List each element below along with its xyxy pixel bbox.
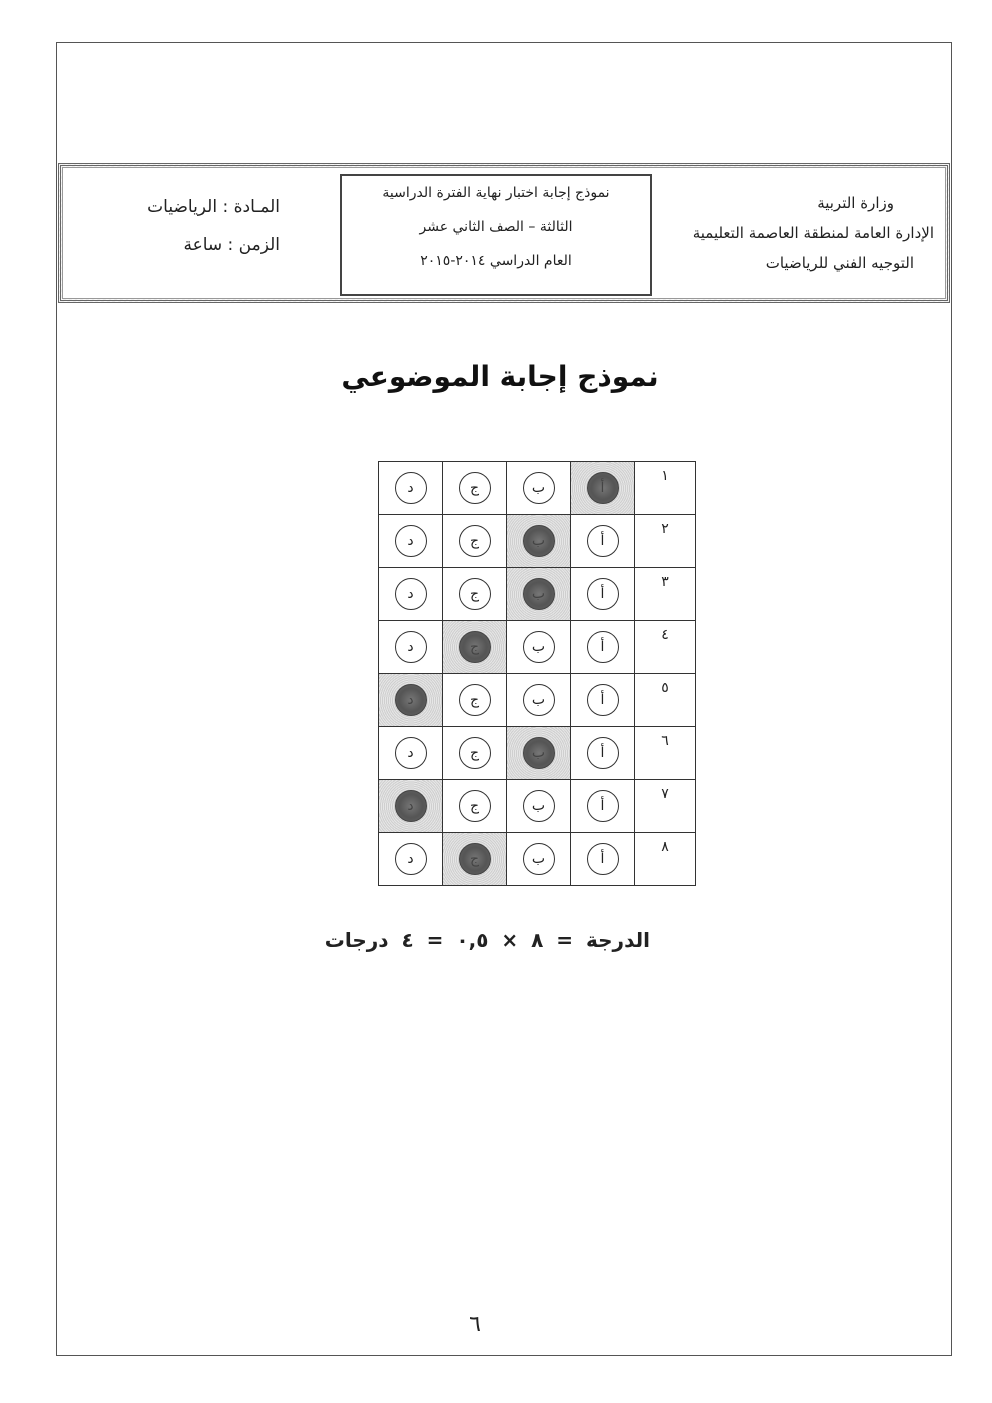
answer-cell bbox=[507, 780, 571, 833]
answer-cell bbox=[571, 568, 635, 621]
question-number: ٥ bbox=[635, 674, 696, 727]
answer-bubble[interactable]: أ bbox=[587, 790, 619, 822]
answer-bubble-selected[interactable]: ج bbox=[459, 843, 491, 875]
score-line: الدرجة = ٨ × ٠,٥ = ٤ درجات bbox=[324, 928, 650, 952]
page-number: ٦ bbox=[469, 1312, 481, 1337]
question-number: ٧ bbox=[635, 780, 696, 833]
answer-cell bbox=[443, 727, 507, 780]
answer-cell bbox=[443, 621, 507, 674]
answer-bubble[interactable]: ج bbox=[459, 472, 491, 504]
answer-bubble[interactable]: ج bbox=[459, 578, 491, 610]
answer-bubble-selected[interactable]: أ bbox=[587, 472, 619, 504]
question-number: ٤ bbox=[635, 621, 696, 674]
answer-bubble[interactable]: أ bbox=[587, 578, 619, 610]
answer-row bbox=[379, 727, 696, 780]
answer-bubble[interactable]: أ bbox=[587, 631, 619, 663]
answer-bubble-selected[interactable]: د bbox=[395, 790, 427, 822]
exam-title: نموذج إجابة اختبار نهاية الفترة الدراسية bbox=[382, 185, 610, 201]
answer-bubble[interactable]: ب bbox=[523, 684, 555, 716]
answer-cell bbox=[507, 568, 571, 621]
department-name: الإدارة العامة لمنطقة العاصمة التعليمية bbox=[692, 224, 934, 242]
answer-row bbox=[379, 674, 696, 727]
answer-bubble[interactable]: ج bbox=[459, 790, 491, 822]
answer-cell bbox=[571, 727, 635, 780]
answer-cell bbox=[379, 833, 443, 886]
time-label: الزمن : ساعة bbox=[183, 235, 280, 255]
answer-bubble[interactable]: د bbox=[395, 631, 427, 663]
answer-cell bbox=[443, 674, 507, 727]
answer-bubble[interactable]: د bbox=[395, 578, 427, 610]
exam-grade: الثالثة – الصف الثاني عشر bbox=[419, 219, 573, 235]
subject-label: المـادة : الرياضيات bbox=[147, 197, 280, 217]
question-number: ٢ bbox=[635, 515, 696, 568]
answer-bubble[interactable]: د bbox=[395, 525, 427, 557]
answer-row bbox=[379, 621, 696, 674]
page-title: نموذج إجابة الموضوعي bbox=[341, 360, 659, 393]
answer-cell bbox=[571, 780, 635, 833]
answer-row bbox=[379, 568, 696, 621]
answer-bubble-selected[interactable]: ب bbox=[523, 737, 555, 769]
answer-cell bbox=[379, 780, 443, 833]
answer-row bbox=[379, 833, 696, 886]
exam-year: العام الدراسي ٢٠١٤-٢٠١٥ bbox=[420, 253, 572, 269]
answer-cell bbox=[571, 621, 635, 674]
answer-bubble[interactable]: أ bbox=[587, 684, 619, 716]
question-number: ٣ bbox=[635, 568, 696, 621]
answer-bubble[interactable]: د bbox=[395, 737, 427, 769]
answer-cell bbox=[507, 515, 571, 568]
answer-table bbox=[378, 461, 696, 886]
answer-bubble[interactable]: ج bbox=[459, 684, 491, 716]
answer-row bbox=[379, 515, 696, 568]
answer-cell bbox=[443, 833, 507, 886]
answer-cell bbox=[507, 621, 571, 674]
question-number: ١ bbox=[635, 462, 696, 515]
answer-bubble-selected[interactable]: ب bbox=[523, 525, 555, 557]
exam-info-box bbox=[340, 174, 652, 296]
answer-cell bbox=[443, 568, 507, 621]
answer-cell bbox=[507, 727, 571, 780]
answer-bubble[interactable]: أ bbox=[587, 737, 619, 769]
answer-bubble[interactable]: ب bbox=[523, 631, 555, 663]
answer-cell bbox=[379, 674, 443, 727]
answer-bubble[interactable]: ج bbox=[459, 737, 491, 769]
answer-row bbox=[379, 780, 696, 833]
answer-cell bbox=[379, 568, 443, 621]
answer-cell bbox=[379, 462, 443, 515]
answer-bubble[interactable]: ب bbox=[523, 790, 555, 822]
answer-bubble[interactable]: د bbox=[395, 472, 427, 504]
answer-cell bbox=[379, 727, 443, 780]
answer-cell bbox=[507, 462, 571, 515]
answer-cell bbox=[443, 462, 507, 515]
ministry-name: وزارة التربية bbox=[817, 194, 894, 212]
answer-bubble[interactable]: ب bbox=[523, 472, 555, 504]
answer-cell bbox=[443, 515, 507, 568]
answer-cell bbox=[379, 621, 443, 674]
answer-bubble-selected[interactable]: ج bbox=[459, 631, 491, 663]
answer-cell bbox=[571, 674, 635, 727]
supervision-name: التوجيه الفني للرياضيات bbox=[765, 254, 914, 272]
answer-row bbox=[379, 462, 696, 515]
answer-cell bbox=[571, 515, 635, 568]
answer-bubble[interactable]: ب bbox=[523, 843, 555, 875]
question-number: ٨ bbox=[635, 833, 696, 886]
answer-cell bbox=[443, 780, 507, 833]
answer-cell bbox=[571, 462, 635, 515]
answer-bubble[interactable]: أ bbox=[587, 843, 619, 875]
answer-bubble-selected[interactable]: د bbox=[395, 684, 427, 716]
subject-block bbox=[110, 188, 280, 264]
answer-bubble[interactable]: أ bbox=[587, 525, 619, 557]
ministry-block bbox=[664, 188, 934, 278]
answer-bubble-selected[interactable]: ب bbox=[523, 578, 555, 610]
answer-bubble[interactable]: د bbox=[395, 843, 427, 875]
answer-cell bbox=[571, 833, 635, 886]
answer-cell bbox=[507, 833, 571, 886]
answer-cell bbox=[507, 674, 571, 727]
answer-cell bbox=[379, 515, 443, 568]
answer-bubble[interactable]: ج bbox=[459, 525, 491, 557]
question-number: ٦ bbox=[635, 727, 696, 780]
